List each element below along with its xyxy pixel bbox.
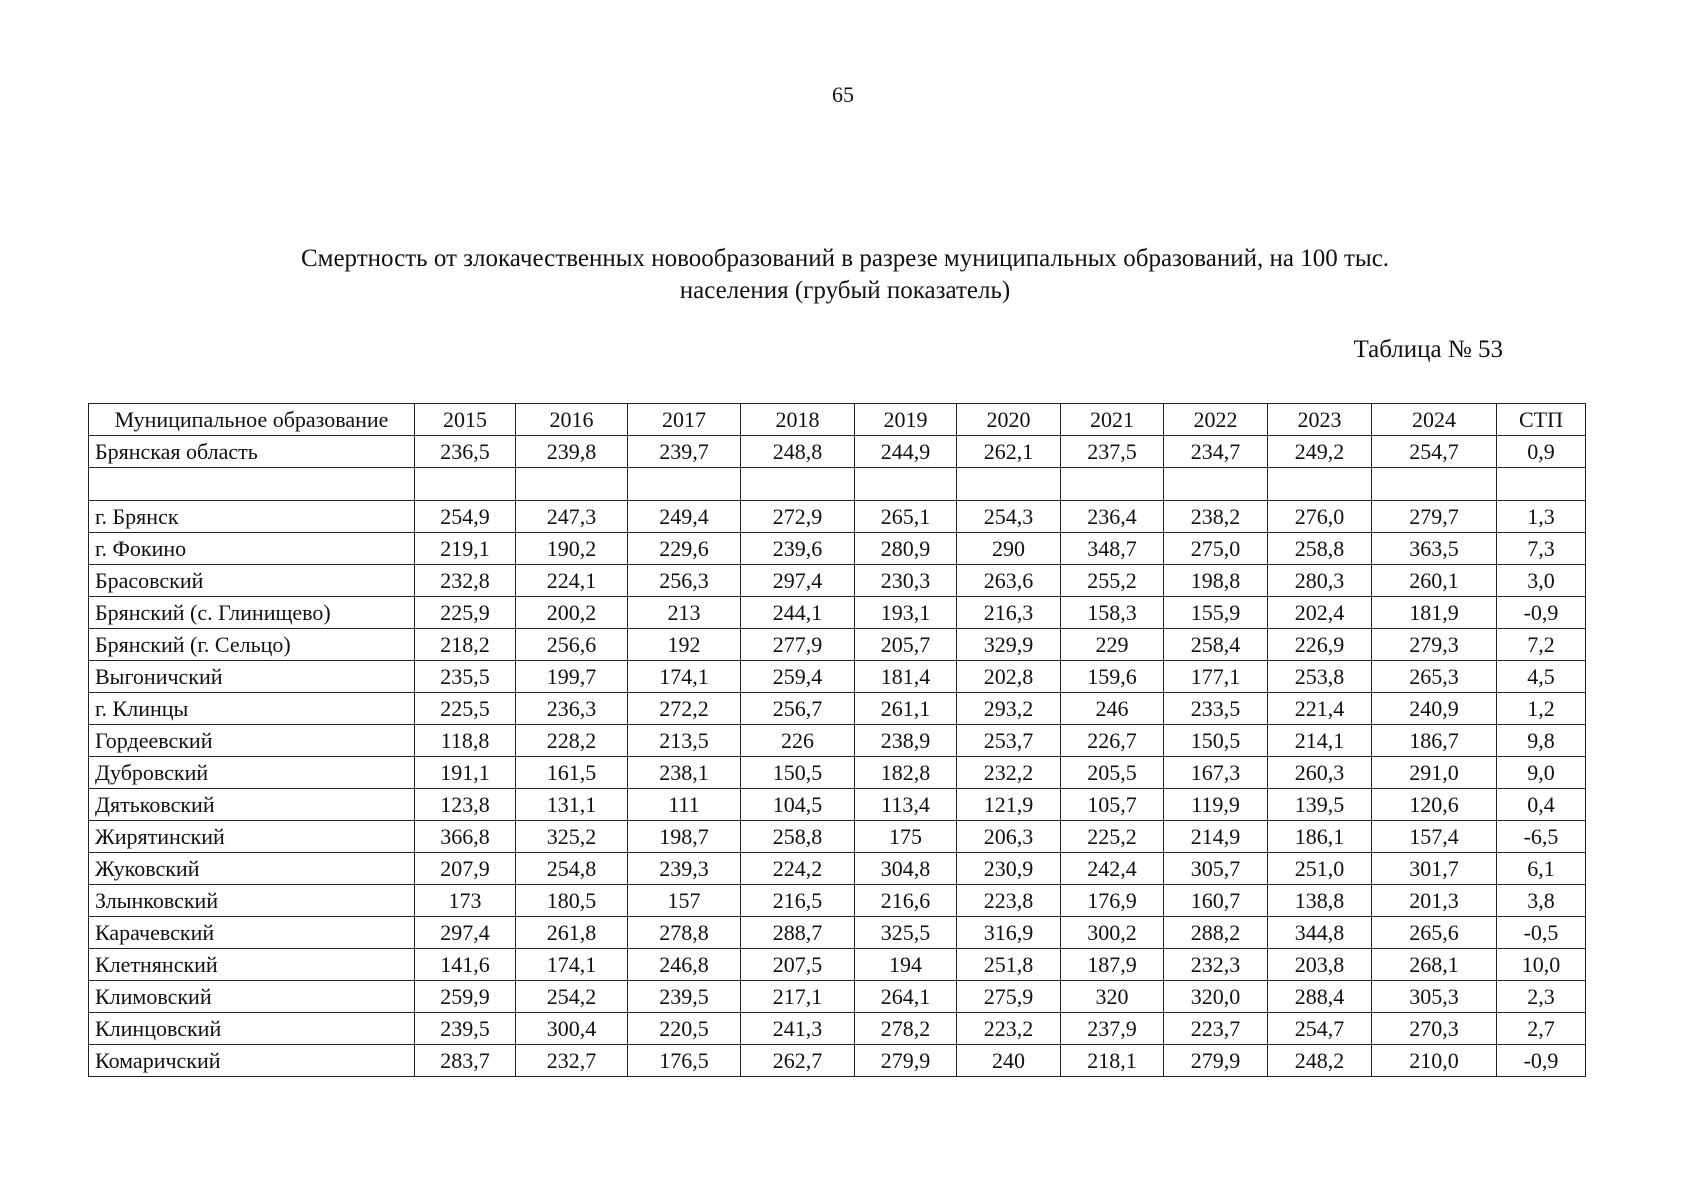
table-row (89, 853, 1586, 885)
table-cell: 235,5 (415, 661, 516, 693)
table-cell: 3,8 (1497, 885, 1586, 917)
row-label: Брянский (г. Сельцо) (89, 629, 415, 661)
row-label: Гордеевский (89, 725, 415, 757)
table-cell: 219,1 (415, 533, 516, 565)
table-cell: 216,3 (957, 597, 1061, 629)
table-cell: 240 (957, 1045, 1061, 1077)
table-cell: 275,0 (1164, 533, 1268, 565)
table-cell (1164, 468, 1268, 501)
table-cell: 238,1 (628, 757, 741, 789)
table-cell: 198,7 (628, 821, 741, 853)
column-header: 2019 (855, 404, 957, 436)
table-cell: 366,8 (415, 821, 516, 853)
table-cell: 226,9 (1268, 629, 1372, 661)
table-cell: 187,9 (1061, 949, 1164, 981)
table-row (89, 885, 1586, 917)
table-cell: 223,8 (957, 885, 1061, 917)
table-cell: 268,1 (1372, 949, 1497, 981)
table-cell: 280,9 (855, 533, 957, 565)
table-cell (516, 468, 628, 501)
table-row (89, 468, 1586, 501)
table-cell: 111 (628, 789, 741, 821)
table-cell: 7,2 (1497, 629, 1586, 661)
table-cell: 225,5 (415, 693, 516, 725)
table-cell: 272,9 (741, 501, 855, 533)
table-row (89, 436, 1586, 468)
table-cell: 293,2 (957, 693, 1061, 725)
table-cell: 259,9 (415, 981, 516, 1013)
row-label: Выгоничский (89, 661, 415, 693)
table-cell: 279,3 (1372, 629, 1497, 661)
table-cell: 191,1 (415, 757, 516, 789)
table-cell: 104,5 (741, 789, 855, 821)
table-cell: 325,2 (516, 821, 628, 853)
table-header-row (89, 404, 1586, 436)
table-cell: 279,9 (1164, 1045, 1268, 1077)
table-cell: 254,9 (415, 501, 516, 533)
table-cell: 254,7 (1372, 436, 1497, 468)
table-cell: 236,4 (1061, 501, 1164, 533)
table-cell: 232,8 (415, 565, 516, 597)
table-cell: 254,7 (1268, 1013, 1372, 1045)
table-cell: 224,1 (516, 565, 628, 597)
table-cell: 186,1 (1268, 821, 1372, 853)
table-cell: 262,7 (741, 1045, 855, 1077)
table-row (89, 821, 1586, 853)
table-cell: 320 (1061, 981, 1164, 1013)
table-cell: 1,3 (1497, 501, 1586, 533)
title-line-1: Смертность от злокачественных новообразований в разрезе муниципальных образований, на 100 тыс. (300, 245, 1390, 272)
table-cell: 239,5 (415, 1013, 516, 1045)
table-cell: 258,8 (1268, 533, 1372, 565)
table-cell: 234,7 (1164, 436, 1268, 468)
table-cell: 304,8 (855, 853, 957, 885)
row-label: г. Клинцы (89, 693, 415, 725)
row-label: Клетнянский (89, 949, 415, 981)
table-cell: 258,4 (1164, 629, 1268, 661)
table-row (89, 629, 1586, 661)
row-label: Климовский (89, 981, 415, 1013)
table-cell: 256,6 (516, 629, 628, 661)
table-cell: 0,4 (1497, 789, 1586, 821)
table-cell: 239,3 (628, 853, 741, 885)
table-cell: 232,7 (516, 1045, 628, 1077)
table-cell: 244,1 (741, 597, 855, 629)
table-cell: 291,0 (1372, 757, 1497, 789)
table-cell: 157,4 (1372, 821, 1497, 853)
row-label: г. Брянск (89, 501, 415, 533)
column-header: 2015 (415, 404, 516, 436)
table-cell: 190,2 (516, 533, 628, 565)
table-cell: 256,7 (741, 693, 855, 725)
table-cell: 1,2 (1497, 693, 1586, 725)
table-cell: 363,5 (1372, 533, 1497, 565)
table-cell: 348,7 (1061, 533, 1164, 565)
table-cell: 320,0 (1164, 981, 1268, 1013)
table-cell: 272,2 (628, 693, 741, 725)
table-row (89, 693, 1586, 725)
table-cell (1372, 468, 1497, 501)
table-cell: 201,3 (1372, 885, 1497, 917)
table-cell: 9,0 (1497, 757, 1586, 789)
table-cell: 118,8 (415, 725, 516, 757)
table-cell: 207,5 (741, 949, 855, 981)
row-label: Клинцовский (89, 1013, 415, 1045)
table-cell: 203,8 (1268, 949, 1372, 981)
table-cell: 242,4 (1061, 853, 1164, 885)
table-cell: 218,1 (1061, 1045, 1164, 1077)
table-cell: 265,3 (1372, 661, 1497, 693)
table-cell: 301,7 (1372, 853, 1497, 885)
table-cell: 249,4 (628, 501, 741, 533)
table-cell: 264,1 (855, 981, 957, 1013)
column-header: 2022 (1164, 404, 1268, 436)
table-cell: 279,9 (855, 1045, 957, 1077)
table-cell: 207,9 (415, 853, 516, 885)
row-label: Дятьковский (89, 789, 415, 821)
table-cell: 205,5 (1061, 757, 1164, 789)
table-cell: 193,1 (855, 597, 957, 629)
table-cell: 176,9 (1061, 885, 1164, 917)
table-cell: 237,9 (1061, 1013, 1164, 1045)
table-row (89, 661, 1586, 693)
table-cell: 9,8 (1497, 725, 1586, 757)
column-header: 2020 (957, 404, 1061, 436)
table-cell: 260,3 (1268, 757, 1372, 789)
row-label: Комаричский (89, 1045, 415, 1077)
table-cell (855, 468, 957, 501)
table-cell: 230,9 (957, 853, 1061, 885)
table-cell: 240,9 (1372, 693, 1497, 725)
row-label: Брянский (с. Глинищево) (89, 597, 415, 629)
table-cell: 239,8 (516, 436, 628, 468)
table-cell: 113,4 (855, 789, 957, 821)
table-cell: 177,1 (1164, 661, 1268, 693)
table-cell: 297,4 (415, 917, 516, 949)
table-cell: 216,5 (741, 885, 855, 917)
row-label: Брянская область (89, 436, 415, 468)
table-cell: 280,3 (1268, 565, 1372, 597)
page-number: 65 (832, 82, 854, 107)
table-label: Таблица № 53 (1353, 336, 1503, 363)
table-body (89, 436, 1586, 1077)
table-cell: 194 (855, 949, 957, 981)
table-cell: 239,5 (628, 981, 741, 1013)
table-cell: 199,7 (516, 661, 628, 693)
table-cell (415, 468, 516, 501)
table-cell (628, 468, 741, 501)
table-cell: 232,3 (1164, 949, 1268, 981)
table-row (89, 917, 1586, 949)
table-cell: 192 (628, 629, 741, 661)
table-cell: 3,0 (1497, 565, 1586, 597)
title-line-2: населения (грубый показатель) (679, 277, 1011, 304)
table-cell: 248,2 (1268, 1045, 1372, 1077)
table-cell: 236,3 (516, 693, 628, 725)
table-cell: 213 (628, 597, 741, 629)
table-cell: 297,4 (741, 565, 855, 597)
table-row (89, 757, 1586, 789)
table-cell: 158,3 (1061, 597, 1164, 629)
table-cell: -0,5 (1497, 917, 1586, 949)
table-cell: 181,4 (855, 661, 957, 693)
table-cell: 248,8 (741, 436, 855, 468)
table-cell: 200,2 (516, 597, 628, 629)
table-cell: 239,6 (741, 533, 855, 565)
table-cell: 202,8 (957, 661, 1061, 693)
table-cell: 229 (1061, 629, 1164, 661)
table-cell: 223,2 (957, 1013, 1061, 1045)
column-header: 2024 (1372, 404, 1497, 436)
table-cell: 256,3 (628, 565, 741, 597)
table-cell: 325,5 (855, 917, 957, 949)
table-cell: 277,9 (741, 629, 855, 661)
table-cell: 254,2 (516, 981, 628, 1013)
table-cell (957, 468, 1061, 501)
table-cell: 288,7 (741, 917, 855, 949)
table-cell: 123,8 (415, 789, 516, 821)
table-row (89, 949, 1586, 981)
table-cell: 214,9 (1164, 821, 1268, 853)
table-cell: 159,6 (1061, 661, 1164, 693)
row-label: Жирятинский (89, 821, 415, 853)
table-cell: 10,0 (1497, 949, 1586, 981)
table-cell: 259,4 (741, 661, 855, 693)
table-cell: 6,1 (1497, 853, 1586, 885)
table-cell: 131,1 (516, 789, 628, 821)
table-cell: 300,4 (516, 1013, 628, 1045)
table-cell: 246 (1061, 693, 1164, 725)
table-cell: 186,7 (1372, 725, 1497, 757)
table-cell: 254,3 (957, 501, 1061, 533)
table-row (89, 565, 1586, 597)
table-cell: 216,6 (855, 885, 957, 917)
table-row (89, 597, 1586, 629)
table-row (89, 501, 1586, 533)
table-cell: 278,2 (855, 1013, 957, 1045)
table-cell: 198,8 (1164, 565, 1268, 597)
table-cell: 210,0 (1372, 1045, 1497, 1077)
table-cell: 279,7 (1372, 501, 1497, 533)
table-cell: 226 (741, 725, 855, 757)
table-row (89, 981, 1586, 1013)
table-cell: 226,7 (1061, 725, 1164, 757)
table-cell: 253,8 (1268, 661, 1372, 693)
table-cell: 344,8 (1268, 917, 1372, 949)
table-cell: 276,0 (1268, 501, 1372, 533)
table-cell: 167,3 (1164, 757, 1268, 789)
column-header: СТП (1497, 404, 1586, 436)
table-cell: 288,4 (1268, 981, 1372, 1013)
table-cell: 278,8 (628, 917, 741, 949)
table-cell: 230,3 (855, 565, 957, 597)
table-cell: 238,9 (855, 725, 957, 757)
row-label: Жуковский (89, 853, 415, 885)
table-cell: 213,5 (628, 725, 741, 757)
column-header: 2016 (516, 404, 628, 436)
table-cell (1268, 468, 1372, 501)
table-cell: 258,8 (741, 821, 855, 853)
table-cell: 300,2 (1061, 917, 1164, 949)
table-cell: 261,8 (516, 917, 628, 949)
table-row (89, 533, 1586, 565)
table-cell: 139,5 (1268, 789, 1372, 821)
table-cell (741, 468, 855, 501)
table-cell: -0,9 (1497, 597, 1586, 629)
table-cell: 270,3 (1372, 1013, 1497, 1045)
table-cell: 221,4 (1268, 693, 1372, 725)
table-cell: -0,9 (1497, 1045, 1586, 1077)
table-cell: 150,5 (1164, 725, 1268, 757)
table-cell: 253,7 (957, 725, 1061, 757)
table-cell: 244,9 (855, 436, 957, 468)
table-cell: 246,8 (628, 949, 741, 981)
table-cell: 290 (957, 533, 1061, 565)
table-cell: 255,2 (1061, 565, 1164, 597)
table-cell: 251,0 (1268, 853, 1372, 885)
table-cell: -6,5 (1497, 821, 1586, 853)
table-cell: 7,3 (1497, 533, 1586, 565)
table-cell: 225,9 (415, 597, 516, 629)
table-cell: 220,5 (628, 1013, 741, 1045)
table-cell: 251,8 (957, 949, 1061, 981)
table-cell: 316,9 (957, 917, 1061, 949)
table-cell: 265,1 (855, 501, 957, 533)
table-cell: 138,8 (1268, 885, 1372, 917)
table-row (89, 789, 1586, 821)
table-cell: 181,9 (1372, 597, 1497, 629)
table-cell: 120,6 (1372, 789, 1497, 821)
table-cell: 119,9 (1164, 789, 1268, 821)
table-cell: 217,1 (741, 981, 855, 1013)
table-cell: 174,1 (516, 949, 628, 981)
table-cell: 237,5 (1061, 436, 1164, 468)
table-cell: 254,8 (516, 853, 628, 885)
table-cell: 180,5 (516, 885, 628, 917)
table-cell: 262,1 (957, 436, 1061, 468)
table-cell: 265,6 (1372, 917, 1497, 949)
table-cell: 214,1 (1268, 725, 1372, 757)
table-cell: 241,3 (741, 1013, 855, 1045)
table-row (89, 725, 1586, 757)
table-cell: 263,6 (957, 565, 1061, 597)
table-cell: 202,4 (1268, 597, 1372, 629)
table-cell: 161,5 (516, 757, 628, 789)
table-cell (1497, 468, 1586, 501)
table-cell: 4,5 (1497, 661, 1586, 693)
table-cell: 329,9 (957, 629, 1061, 661)
table-cell: 223,7 (1164, 1013, 1268, 1045)
table-cell: 160,7 (1164, 885, 1268, 917)
table-cell: 249,2 (1268, 436, 1372, 468)
table-cell: 175 (855, 821, 957, 853)
table-cell: 260,1 (1372, 565, 1497, 597)
row-label: г. Фокино (89, 533, 415, 565)
mortality-table (88, 403, 1586, 1077)
table-cell: 2,7 (1497, 1013, 1586, 1045)
table-row (89, 1013, 1586, 1045)
table-cell: 247,3 (516, 501, 628, 533)
table-cell (1061, 468, 1164, 501)
table-cell: 0,9 (1497, 436, 1586, 468)
table-cell: 305,7 (1164, 853, 1268, 885)
table-cell: 174,1 (628, 661, 741, 693)
table-cell: 229,6 (628, 533, 741, 565)
table-cell: 283,7 (415, 1045, 516, 1077)
column-header: 2018 (741, 404, 855, 436)
table-cell: 239,7 (628, 436, 741, 468)
row-label: Брасовский (89, 565, 415, 597)
column-header: 2023 (1268, 404, 1372, 436)
table-cell: 288,2 (1164, 917, 1268, 949)
table-cell: 176,5 (628, 1045, 741, 1077)
column-header: 2021 (1061, 404, 1164, 436)
table-cell: 305,3 (1372, 981, 1497, 1013)
table-cell: 121,9 (957, 789, 1061, 821)
table-cell: 206,3 (957, 821, 1061, 853)
document-title (180, 243, 1510, 307)
table-cell: 182,8 (855, 757, 957, 789)
row-label: Дубровский (89, 757, 415, 789)
table-cell: 275,9 (957, 981, 1061, 1013)
column-header-municipality: Муниципальное образование (89, 404, 415, 436)
table-cell: 232,2 (957, 757, 1061, 789)
row-label: Карачевский (89, 917, 415, 949)
table-cell: 155,9 (1164, 597, 1268, 629)
table-cell: 157 (628, 885, 741, 917)
row-label (89, 468, 415, 501)
table-cell: 2,3 (1497, 981, 1586, 1013)
table-cell: 228,2 (516, 725, 628, 757)
table-cell: 225,2 (1061, 821, 1164, 853)
table-cell: 236,5 (415, 436, 516, 468)
column-header: 2017 (628, 404, 741, 436)
table-cell: 205,7 (855, 629, 957, 661)
table-row (89, 1045, 1586, 1077)
table-cell: 224,2 (741, 853, 855, 885)
table-cell: 218,2 (415, 629, 516, 661)
table-cell: 150,5 (741, 757, 855, 789)
table-cell: 105,7 (1061, 789, 1164, 821)
table-cell: 261,1 (855, 693, 957, 725)
row-label: Злынковский (89, 885, 415, 917)
table-cell: 233,5 (1164, 693, 1268, 725)
table-cell: 238,2 (1164, 501, 1268, 533)
table-cell: 173 (415, 885, 516, 917)
table-cell: 141,6 (415, 949, 516, 981)
